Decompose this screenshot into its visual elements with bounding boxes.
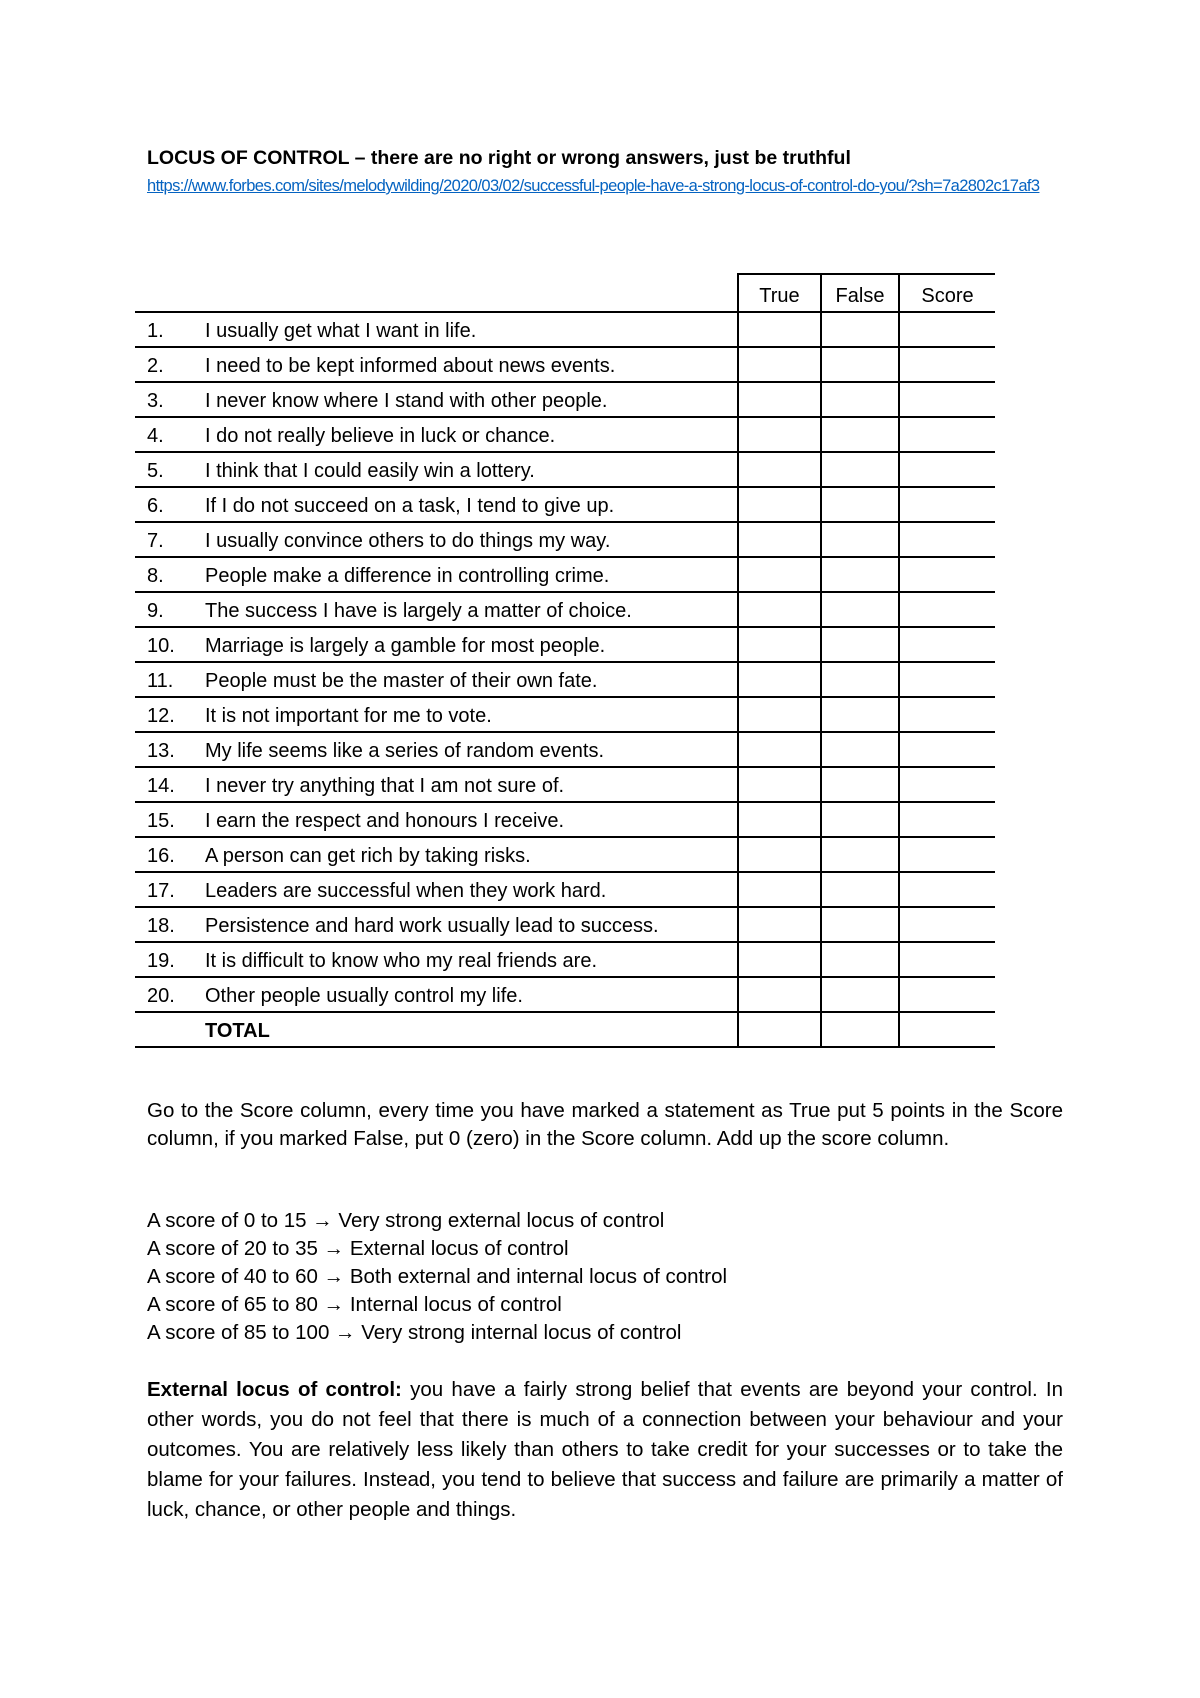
question-number: 11. bbox=[135, 662, 205, 697]
true-cell[interactable] bbox=[738, 907, 821, 942]
question-text: I need to be kept informed about news events. bbox=[205, 347, 738, 382]
question-number: 15. bbox=[135, 802, 205, 837]
false-cell[interactable] bbox=[821, 592, 899, 627]
document-title: LOCUS OF CONTROL – there are no right or wrong answers, just be truthful bbox=[147, 147, 851, 169]
false-cell[interactable] bbox=[821, 382, 899, 417]
question-number: 4. bbox=[135, 417, 205, 452]
question-text: It is not important for me to vote. bbox=[205, 697, 738, 732]
table-row bbox=[135, 872, 995, 907]
true-cell[interactable] bbox=[738, 417, 821, 452]
source-link[interactable]: https://www.forbes.com/sites/melodywilding/2020/03/02/successful-people-have-a-strong-locus-of-control-do-you/?sh=7a2802c17af3 bbox=[147, 177, 1040, 195]
table-row bbox=[135, 487, 995, 522]
score-ranges bbox=[147, 1207, 727, 1347]
total-false-cell[interactable] bbox=[821, 1012, 899, 1047]
external-locus-text: you have a fairly strong belief that events are beyond your control. In other words, you do not feel that there is much of a connection between your behaviour and your outcomes. You are relatively less likely than others to take credit for your successes or to take the blame for your failures. Instead, you tend to believe that success and failure are primarily a matter of luck, chance, or other people and things. bbox=[147, 1378, 1064, 1521]
question-text: My life seems like a series of random events. bbox=[205, 732, 738, 767]
question-text: I think that I could easily win a lottery. bbox=[205, 452, 738, 487]
score-cell[interactable] bbox=[899, 522, 995, 557]
false-cell[interactable] bbox=[821, 312, 899, 347]
table-row bbox=[135, 767, 995, 802]
false-cell[interactable] bbox=[821, 697, 899, 732]
question-number: 12. bbox=[135, 697, 205, 732]
score-range: A score of 85 to 100 → Very strong internal locus of control bbox=[147, 1321, 682, 1344]
score-cell[interactable] bbox=[899, 452, 995, 487]
false-cell[interactable] bbox=[821, 452, 899, 487]
score-cell[interactable] bbox=[899, 347, 995, 382]
true-cell[interactable] bbox=[738, 312, 821, 347]
table-row bbox=[135, 347, 995, 382]
table-row bbox=[135, 312, 995, 347]
true-cell[interactable] bbox=[738, 767, 821, 802]
external-locus-heading: External locus of control: bbox=[147, 1378, 402, 1401]
true-cell[interactable] bbox=[738, 452, 821, 487]
false-cell[interactable] bbox=[821, 347, 899, 382]
total-label: TOTAL bbox=[205, 1012, 738, 1047]
question-number: 17. bbox=[135, 872, 205, 907]
score-cell[interactable] bbox=[899, 557, 995, 592]
table-row bbox=[135, 417, 995, 452]
question-text: It is difficult to know who my real friends are. bbox=[205, 942, 738, 977]
question-number: 9. bbox=[135, 592, 205, 627]
false-cell[interactable] bbox=[821, 417, 899, 452]
false-cell[interactable] bbox=[821, 872, 899, 907]
question-text: I never know where I stand with other people. bbox=[205, 382, 738, 417]
question-text: People must be the master of their own fate. bbox=[205, 662, 738, 697]
true-cell[interactable] bbox=[738, 557, 821, 592]
question-text: The success I have is largely a matter of choice. bbox=[205, 592, 738, 627]
true-cell[interactable] bbox=[738, 837, 821, 872]
question-number: 18. bbox=[135, 907, 205, 942]
false-cell[interactable] bbox=[821, 487, 899, 522]
question-text: Other people usually control my life. bbox=[205, 977, 738, 1012]
score-cell[interactable] bbox=[899, 697, 995, 732]
question-text: If I do not succeed on a task, I tend to give up. bbox=[205, 487, 738, 522]
true-cell[interactable] bbox=[738, 522, 821, 557]
table-row bbox=[135, 697, 995, 732]
question-number: 10. bbox=[135, 627, 205, 662]
total-row bbox=[135, 1012, 995, 1047]
true-cell[interactable] bbox=[738, 732, 821, 767]
question-number: 7. bbox=[135, 522, 205, 557]
score-cell[interactable] bbox=[899, 802, 995, 837]
table-row bbox=[135, 522, 995, 557]
score-cell[interactable] bbox=[899, 627, 995, 662]
question-text: People make a difference in controlling crime. bbox=[205, 557, 738, 592]
score-cell[interactable] bbox=[899, 767, 995, 802]
true-cell[interactable] bbox=[738, 662, 821, 697]
question-number: 2. bbox=[135, 347, 205, 382]
question-number: 6. bbox=[135, 487, 205, 522]
score-cell[interactable] bbox=[899, 662, 995, 697]
false-cell[interactable] bbox=[821, 627, 899, 662]
total-score-cell[interactable] bbox=[899, 1012, 995, 1047]
table-row bbox=[135, 452, 995, 487]
false-cell[interactable] bbox=[821, 662, 899, 697]
question-text: A person can get rich by taking risks. bbox=[205, 837, 738, 872]
score-range: A score of 20 to 35 → External locus of control bbox=[147, 1237, 569, 1260]
table-row bbox=[135, 802, 995, 837]
score-cell[interactable] bbox=[899, 977, 995, 1012]
score-cell[interactable] bbox=[899, 417, 995, 452]
table-row bbox=[135, 942, 995, 977]
true-cell[interactable] bbox=[738, 942, 821, 977]
question-text: Leaders are successful when they work hard. bbox=[205, 872, 738, 907]
score-cell[interactable] bbox=[899, 732, 995, 767]
table-row bbox=[135, 557, 995, 592]
true-cell[interactable] bbox=[738, 627, 821, 662]
false-cell[interactable] bbox=[821, 732, 899, 767]
score-range: A score of 0 to 15 → Very strong external locus of control bbox=[147, 1209, 665, 1232]
question-number: 16. bbox=[135, 837, 205, 872]
question-number: 1. bbox=[135, 312, 205, 347]
question-text: Persistence and hard work usually lead to success. bbox=[205, 907, 738, 942]
question-text: I usually get what I want in life. bbox=[205, 312, 738, 347]
total-true-cell[interactable] bbox=[738, 1012, 821, 1047]
true-cell[interactable] bbox=[738, 592, 821, 627]
score-range: A score of 40 to 60 → Both external and internal locus of control bbox=[147, 1265, 728, 1288]
true-cell[interactable] bbox=[738, 487, 821, 522]
table-row bbox=[135, 627, 995, 662]
external-locus-paragraph bbox=[147, 1375, 1063, 1525]
table-row bbox=[135, 732, 995, 767]
false-cell[interactable] bbox=[821, 802, 899, 837]
false-cell[interactable] bbox=[821, 767, 899, 802]
question-text: I never try anything that I am not sure of. bbox=[205, 767, 738, 802]
false-cell[interactable] bbox=[821, 977, 899, 1012]
total-spacer bbox=[135, 1012, 205, 1047]
score-cell[interactable] bbox=[899, 382, 995, 417]
question-number: 5. bbox=[135, 452, 205, 487]
score-cell[interactable] bbox=[899, 592, 995, 627]
table-row bbox=[135, 382, 995, 417]
question-number: 8. bbox=[135, 557, 205, 592]
question-number: 3. bbox=[135, 382, 205, 417]
header-true: True bbox=[738, 274, 821, 312]
false-cell[interactable] bbox=[821, 557, 899, 592]
score-cell[interactable] bbox=[899, 942, 995, 977]
question-text: I earn the respect and honours I receive. bbox=[205, 802, 738, 837]
score-cell[interactable] bbox=[899, 837, 995, 872]
table-row bbox=[135, 662, 995, 697]
table-row bbox=[135, 977, 995, 1012]
question-text: Marriage is largely a gamble for most people. bbox=[205, 627, 738, 662]
true-cell[interactable] bbox=[738, 347, 821, 382]
header-score: Score bbox=[899, 274, 995, 312]
question-number: 19. bbox=[135, 942, 205, 977]
scoring-instructions: Go to the Score column, every time you have marked a statement as True put 5 points in the Score column, if you marked False, put 0 (zero) in the Score column. Add up the score column. bbox=[147, 1099, 1063, 1150]
true-cell[interactable] bbox=[738, 977, 821, 1012]
score-cell[interactable] bbox=[899, 487, 995, 522]
question-number: 14. bbox=[135, 767, 205, 802]
table-row bbox=[135, 837, 995, 872]
score-cell[interactable] bbox=[899, 907, 995, 942]
true-cell[interactable] bbox=[738, 872, 821, 907]
question-text: I usually convince others to do things my way. bbox=[205, 522, 738, 557]
score-range: A score of 65 to 80 → Internal locus of control bbox=[147, 1293, 562, 1316]
questionnaire-table bbox=[135, 273, 995, 1048]
true-cell[interactable] bbox=[738, 802, 821, 837]
false-cell[interactable] bbox=[821, 942, 899, 977]
true-cell[interactable] bbox=[738, 382, 821, 417]
score-cell[interactable] bbox=[899, 872, 995, 907]
score-cell[interactable] bbox=[899, 312, 995, 347]
question-number: 13. bbox=[135, 732, 205, 767]
header-false: False bbox=[821, 274, 899, 312]
false-cell[interactable] bbox=[821, 837, 899, 872]
question-text: I do not really believe in luck or chance. bbox=[205, 417, 738, 452]
table-row bbox=[135, 592, 995, 627]
table-row bbox=[135, 907, 995, 942]
false-cell[interactable] bbox=[821, 522, 899, 557]
question-number: 20. bbox=[135, 977, 205, 1012]
table-header-row bbox=[135, 274, 995, 312]
true-cell[interactable] bbox=[738, 697, 821, 732]
false-cell[interactable] bbox=[821, 907, 899, 942]
